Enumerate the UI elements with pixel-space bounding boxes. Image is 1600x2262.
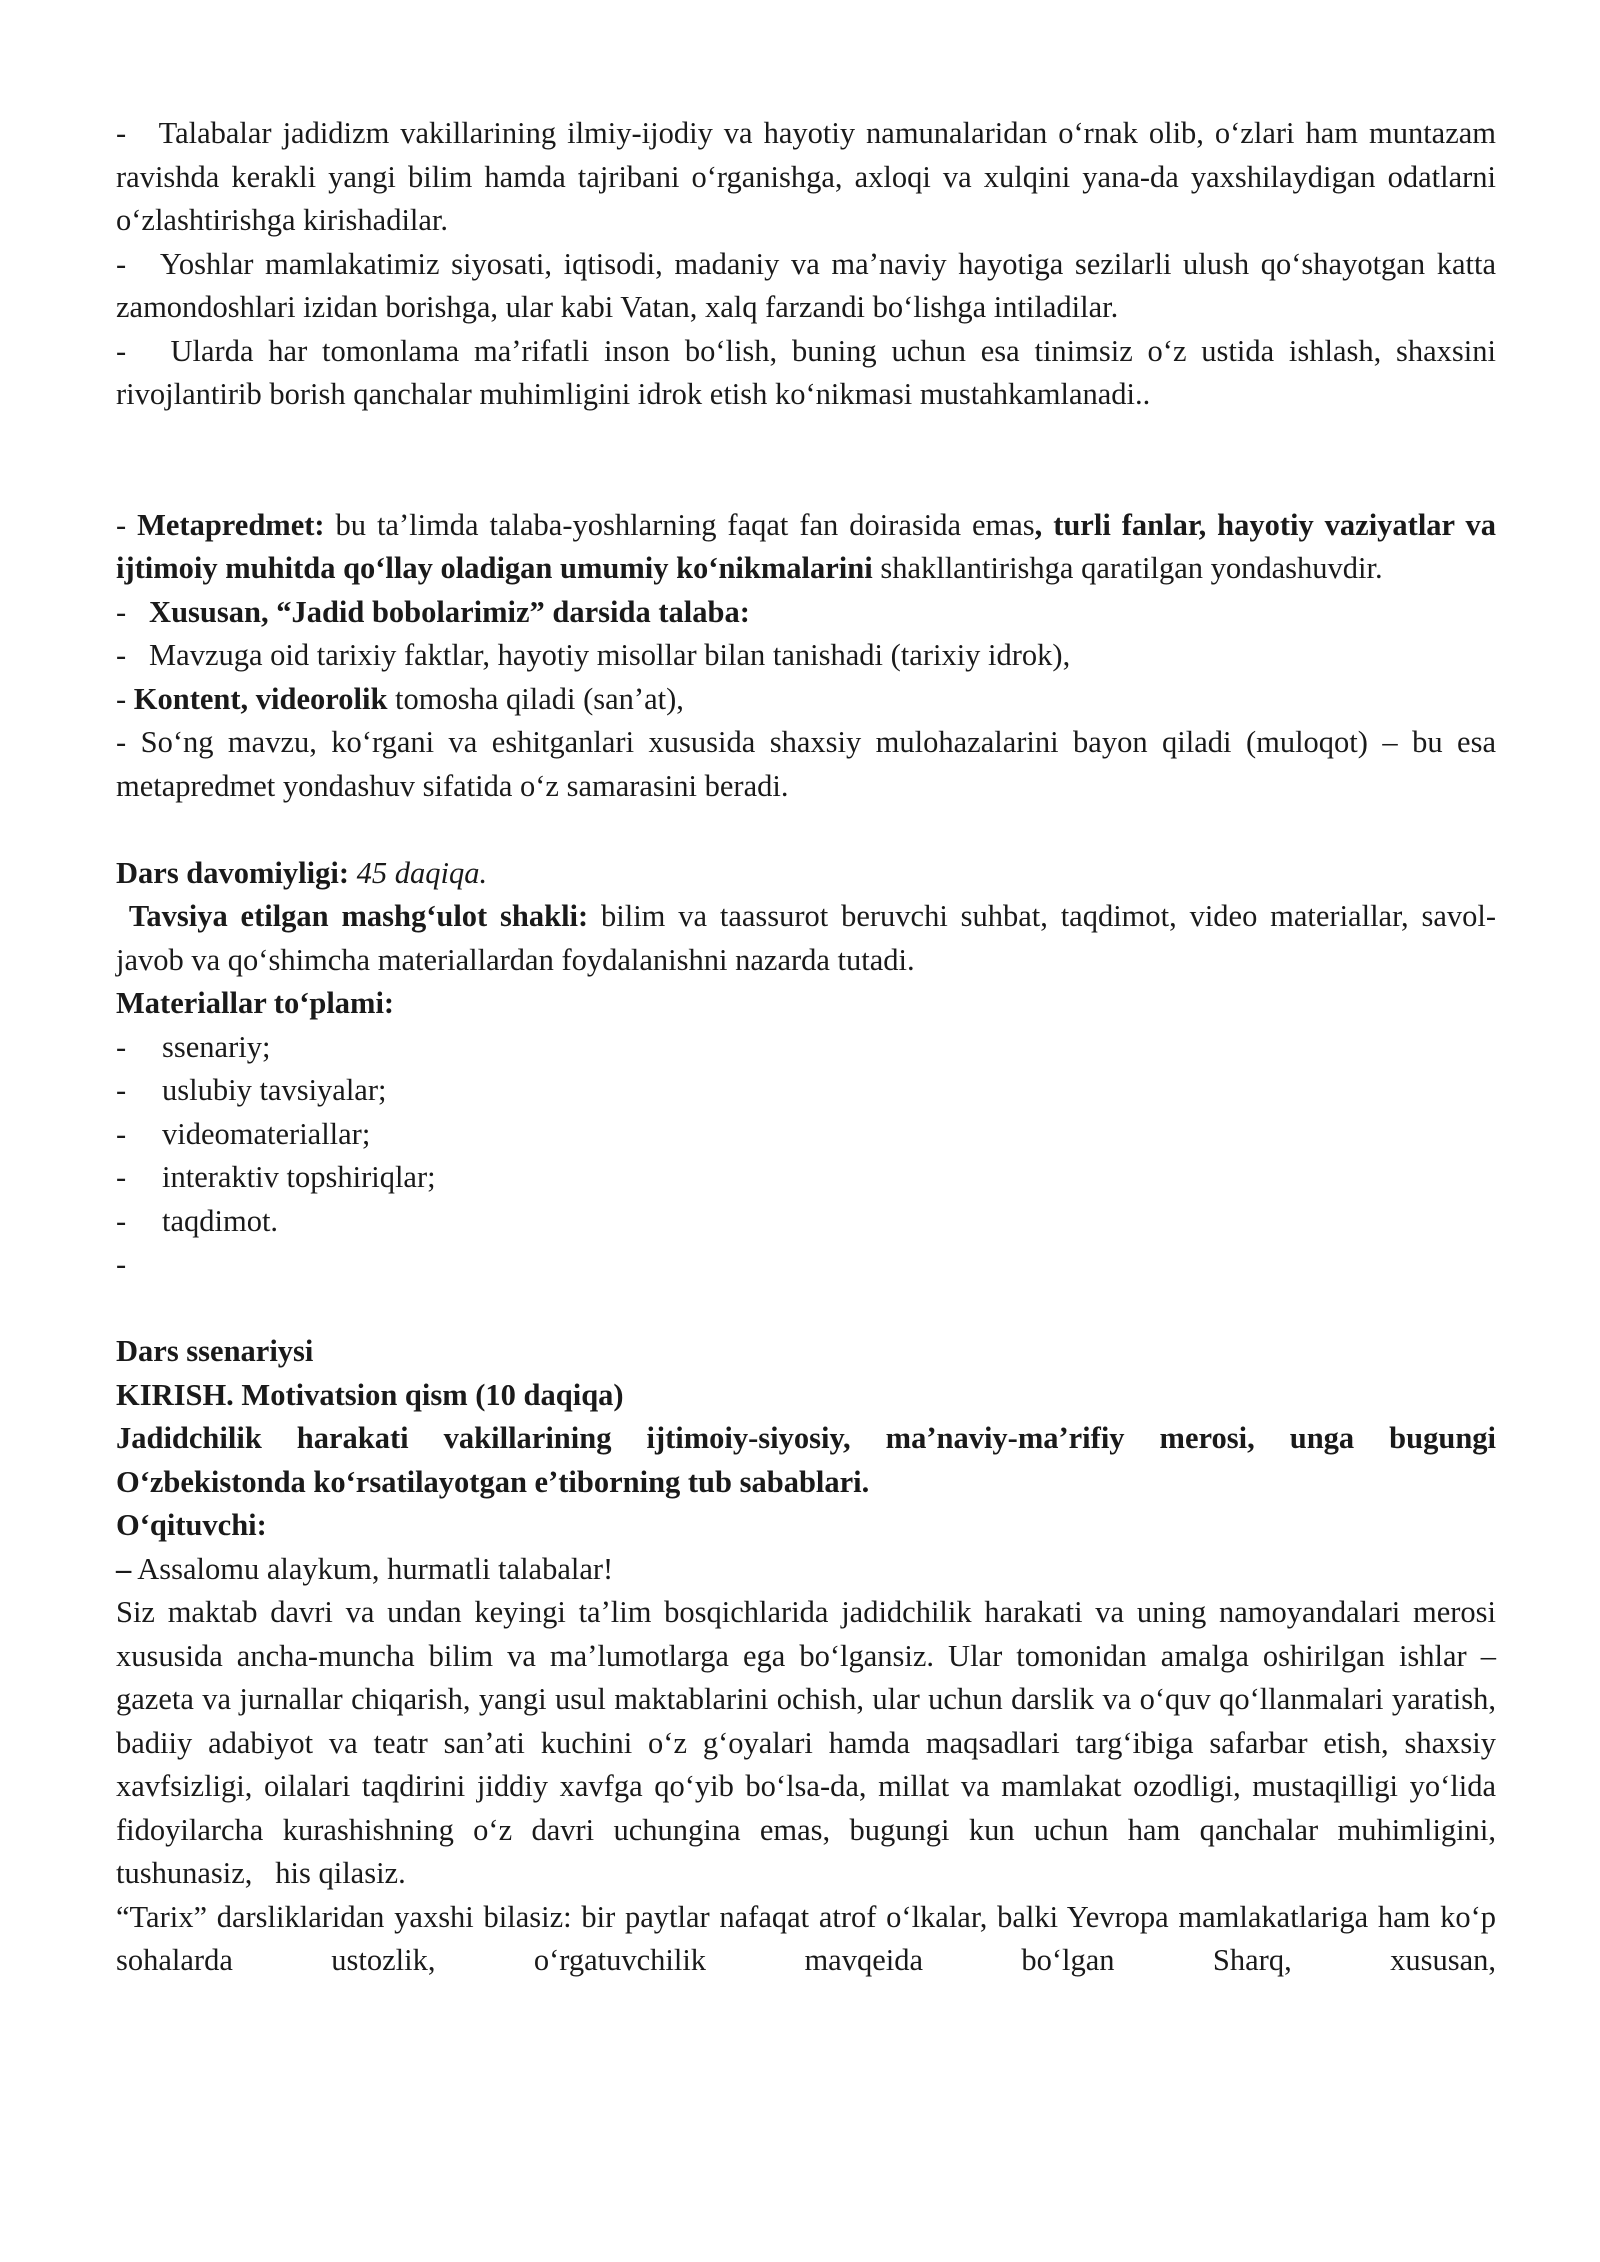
metapredmet-label: Metapredmet: bbox=[137, 507, 325, 542]
document-page bbox=[116, 112, 1504, 1983]
greeting: – Assalomu alaykum, hurmatli talabalar! bbox=[116, 1551, 614, 1586]
intro-item-2: - Yoshlar mamlakatimiz siyosati, iqtisodi, madaniy va maʼnaviy hayotiga sezilarli ulush qoʻshayotgan katta zamondoshlari izidan borishga, ular kabi Vatan, xalq farzandi boʻlishga intiladilar. bbox=[116, 246, 1496, 324]
lesson-item-2: - Kontent, videorolik tomosha qiladi (sanʼat), bbox=[116, 681, 684, 716]
materials-item: - ssenariy; bbox=[116, 1029, 271, 1064]
form-paragraph: Tavsiya etilgan mashgʻulot shakli: bilim va taassurot beruvchi suhbat, taqdimot, video materiallar, savol-javob va qoʻshimcha materiallardan foydalanishni nazarda tutadi. bbox=[116, 899, 1497, 977]
scenario-title: Dars ssenariysi bbox=[116, 1334, 314, 1368]
duration-line: Dars davomiyligi: 45 daqiqa. bbox=[116, 855, 488, 890]
materials-item: - taqdimot. bbox=[116, 1203, 279, 1238]
scenario-paragraph-2: “Tarix” darsliklaridan yaxshi bilasiz: bir paytlar nafaqat atrof oʻlkalar, balki Yevropa mamlakatlariga ham koʻp sohalarda ustozlik, oʻrgatuvchilik mavqeida boʻlgan Sharq, xususan, bbox=[116, 1899, 1496, 1977]
teacher-label: Oʻqituvchi: bbox=[116, 1508, 267, 1542]
materials-item: - videomateriallar; bbox=[116, 1116, 371, 1151]
scenario-topic: Jadidchilik harakati vakillarining ijtimoiy-siyosiy, maʼnaviy-maʼrifiy merosi, unga bugungi Oʻzbekistonda koʻrsatilayotgan eʼtiborning tub sabablari. bbox=[116, 1421, 1496, 1499]
materials-item: - uslubiy tavsiyalar; bbox=[116, 1073, 387, 1107]
lesson-item-1: - Mavzuga oid tarixiy faktlar, hayotiy misollar bilan tanishadi (tarixiy idrok), bbox=[116, 638, 1071, 672]
intro-item-3: - Ularda har tomonlama maʼrifatli inson boʻlish, buning uchun esa tinimsiz oʻz ustida ishlash, shaxsini rivojlantirib borish qanchalar muhimligini idrok etish koʻnikmasi mustahkamlanadi.. bbox=[116, 333, 1497, 411]
materials-heading: Materiallar toʻplami: bbox=[116, 986, 395, 1020]
scenario-paragraph-1: Siz maktab davri va undan keyingi taʼlim bosqichlarida jadidchilik harakati va uning namoyandalari merosi xususida ancha-muncha bilim va maʼlumotlarga ega boʻlgansiz. Ular tomonidan amalga oshirilgan ishlar – gazeta va jurnallar chiqarish, yangi usul maktablarini ochish, ular uchun darslik va oʻquv qoʻllanmalari yaratish, badiiy adabiyot va teatr sanʼati kuchini oʻz gʻoyalari hamda maqsadlari targʻibiga safarbar etish, shaxsiy xavfsizligi, oilalari taqdirini jiddiy xavfga qoʻyib boʻlsa-da, millat va mamlakat ozodligi, mustaqilligi yoʻlida fidoyilarcha kurashishning oʻz davri uchungina emas, bugungi kun uchun ham qanchalar muhimligini, tushunasiz, his qilasiz. bbox=[116, 1595, 1504, 1890]
materials-trailing-dash: - bbox=[116, 1247, 127, 1281]
lesson-item-3: - Soʻng mavzu, koʻrgani va eshitganlari xususida shaxsiy mulohazalarini bayon qiladi (muloqot) – bu esa metapredmet yondashuv sifatida oʻz samarasini beradi. bbox=[116, 725, 1496, 803]
metapredmet-paragraph: - Metapredmet: bu taʼlimda talaba-yoshlarning faqat fan doirasida emas, turli fanlar, hayotiy vaziyatlar va ijtimoiy muhitda qoʻllay oladigan umumiy koʻnikmalarini shakllantirishga qaratilgan yondashuvdir. bbox=[116, 507, 1496, 585]
materials-item: - interaktiv topshiriqlar; bbox=[116, 1160, 436, 1194]
scenario-intro: KIRISH. Motivatsion qism (10 daqiqa) bbox=[116, 1377, 624, 1412]
lesson-heading: - Xususan, “Jadid bobolarimiz” darsida talaba: bbox=[116, 594, 750, 629]
intro-item-1: - Talabalar jadidizm vakillarining ilmiy-ijodiy va hayotiy namunalaridan oʻrnak olib, oʻzlari ham muntazam ravishda kerakli yangi bilim hamda tajribani oʻrganishga, axloqi va xulqini yana-da yaxshilaydigan odatlarni oʻzlashtirishga kirishadilar. bbox=[116, 116, 1496, 237]
